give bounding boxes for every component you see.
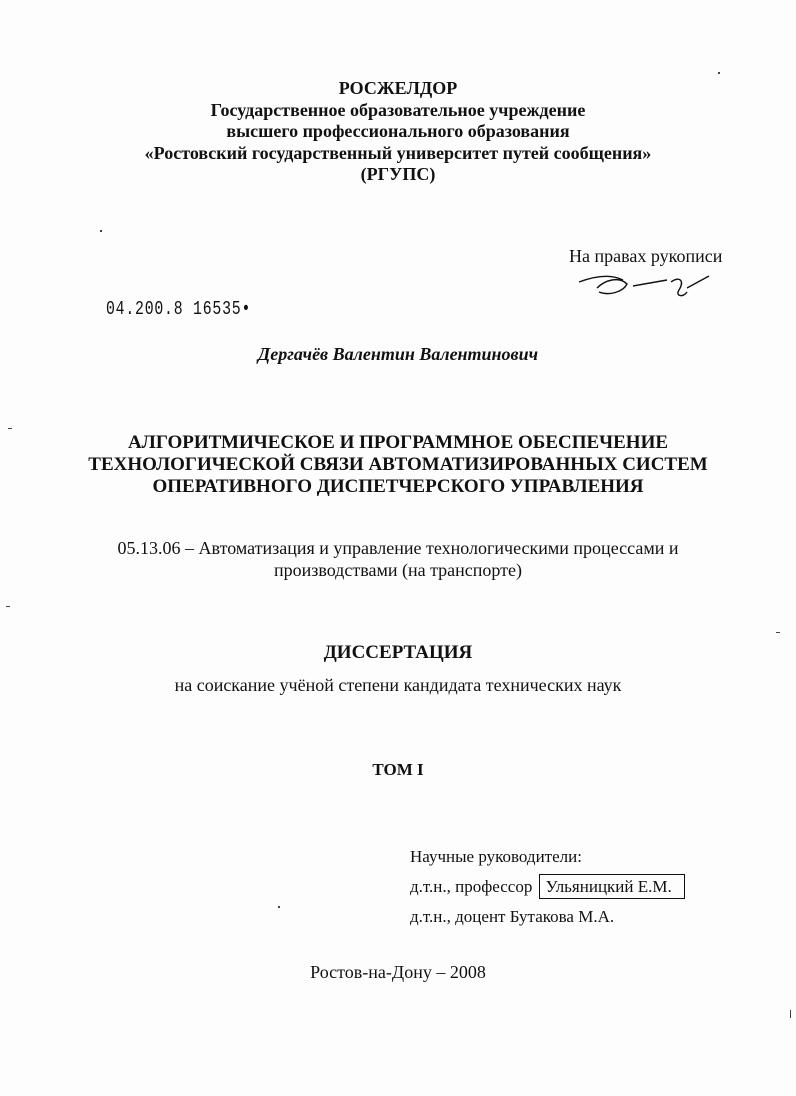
org-line-1: Государственное образовательное учреждение (210, 100, 586, 120)
scan-speck (776, 632, 780, 633)
supervisor-first-rank: д.т.н., профессор (410, 877, 533, 896)
org-abbr: (РГУПС) (360, 164, 436, 184)
specialty-line-2: производствами (на транспорте) (273, 560, 523, 580)
footer-city-year: Ростов-на-Дону – 2008 (310, 962, 486, 982)
supervisors-block (410, 842, 685, 932)
manuscript-rights-note: На правах рукописи (569, 246, 723, 266)
org-name: РОСЖЕЛДОР (338, 78, 458, 98)
registration-stamp-number: 04.200.8 16535• (106, 298, 252, 320)
supervisor-first-name: Ульяницкий Е.М. (539, 874, 685, 899)
signature (575, 262, 725, 306)
title-line-1: АЛГОРИТМИЧЕСКОЕ И ПРОГРАММНОЕ ОБЕСПЕЧЕНИЕ (127, 432, 669, 453)
org-line-2: высшего профессионального образования (226, 121, 570, 141)
scan-speck (278, 906, 280, 908)
scan-speck (100, 230, 102, 232)
author-name: Дергачёв Валентин Валентинович (257, 344, 539, 364)
degree-line: на соискание учёной степени кандидата технических наук (174, 675, 622, 695)
volume-label: ТОМ I (372, 760, 424, 779)
scan-speck (790, 1010, 791, 1018)
specialty-line-1: 05.13.06 – Автоматизация и управление технологическими процессами и (117, 538, 679, 558)
scan-speck (718, 72, 720, 74)
supervisor-first (410, 872, 685, 902)
scan-speck (6, 606, 10, 607)
title-line-2: ТЕХНОЛОГИЧЕСКОЙ СВЯЗИ АВТОМАТИЗИРОВАННЫХ СИСТЕМ (88, 454, 708, 475)
scan-speck (8, 428, 12, 429)
title-line-3: ОПЕРАТИВНОГО ДИСПЕТЧЕРСКОГО УПРАВЛЕНИЯ (152, 476, 644, 497)
supervisor-second: д.т.н., доцент Бутакова М.А. (410, 907, 615, 926)
document-type: ДИССЕРТАЦИЯ (323, 642, 473, 663)
supervisors-heading: Научные руководители: (410, 847, 582, 866)
org-line-3: «Ростовский государственный университет путей сообщения» (144, 143, 652, 163)
